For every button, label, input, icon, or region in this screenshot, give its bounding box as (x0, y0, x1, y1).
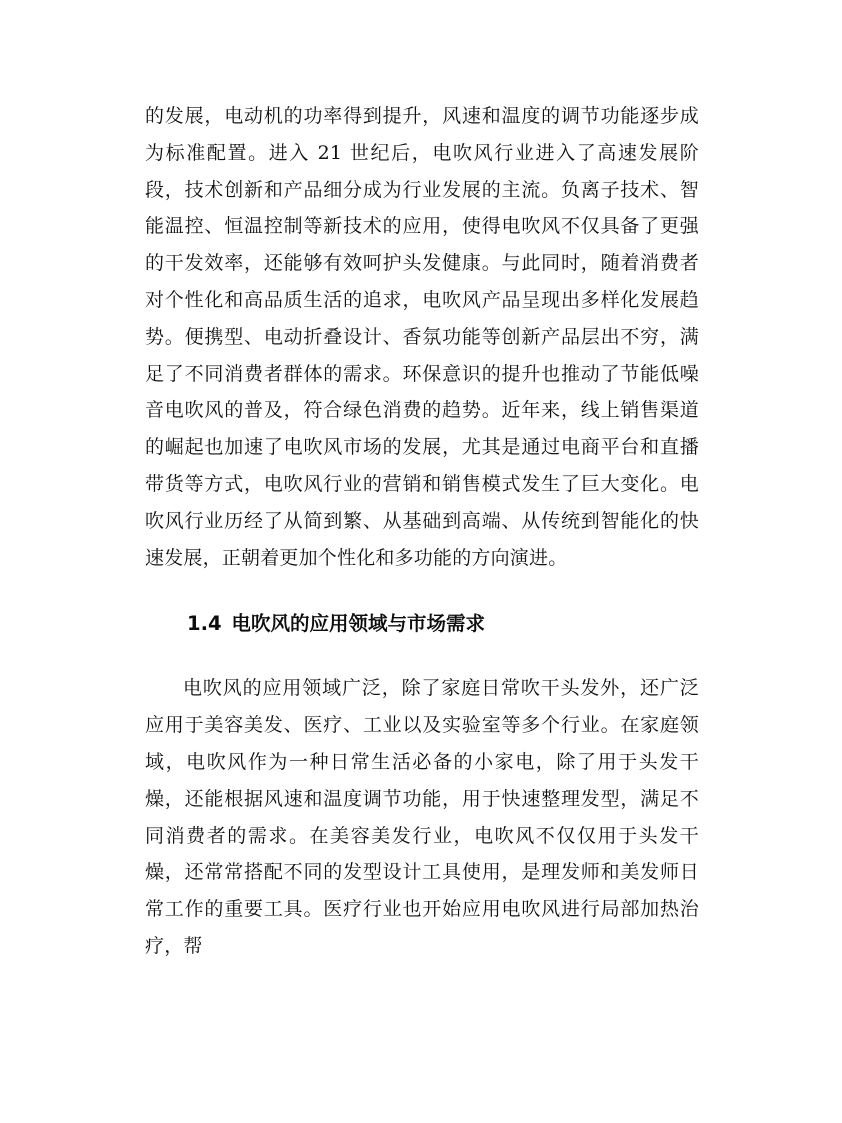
body-paragraph-2: 电吹风的应用领域广泛，除了家庭日常吹干头发外，还广泛应用于美容美发、医疗、工业以及实验室等多个行业。在家庭领域，电吹风作为一种日常生活必备的小家电，除了用于头发干燥，还能根据风速和温度调节功能，用于快速整理发型，满足不同消费者的需求。在美容美发行业，电吹风不仅仅用于头发干燥，还常常搭配不同的发型设计工具使用，是理发师和美发师日常工作的重要工具。医疗行业也开始应用电吹风进行局部加热治疗，帮 (145, 677, 699, 957)
section-heading (145, 598, 699, 666)
body-paragraph-1: 的发展，电动机的功率得到提升，风速和温度的调节功能逐步成为标准配置。进入 21 世纪后，电吹风行业进入了高速发展阶段，技术创新和产品细分成为行业发展的主流。负离子技术、智能温控、恒温控制等新技术的应用，使得电吹风不仅具备了更强的干发效率，还能够有效呵护头发健康。与此同时，随着消费者对个性化和高品质生活的追求，电吹风产品呈现出多样化发展趋势。便携型、电动折叠设计、香氛功能等创新产品层出不穷，满足了不同消费者群体的需求。环保意识的提升也推动了节能低噪音电吹风的普及，符合绿色消费的趋势。近年来，线上销售渠道的崛起也加速了电吹风市场的发展，尤其是通过电商平台和直播带货等方式，电吹风行业的营销和销售模式发生了巨大变化。电吹风行业历经了从简到繁、从基础到高端、从传统到智能化的快速发展，正朝着更加个性化和多功能的方向演进。 (145, 105, 699, 569)
section-number: 1.4 (187, 612, 222, 636)
document-body (145, 98, 699, 965)
section-title: 电吹风的应用领域与市场需求 (231, 612, 486, 636)
